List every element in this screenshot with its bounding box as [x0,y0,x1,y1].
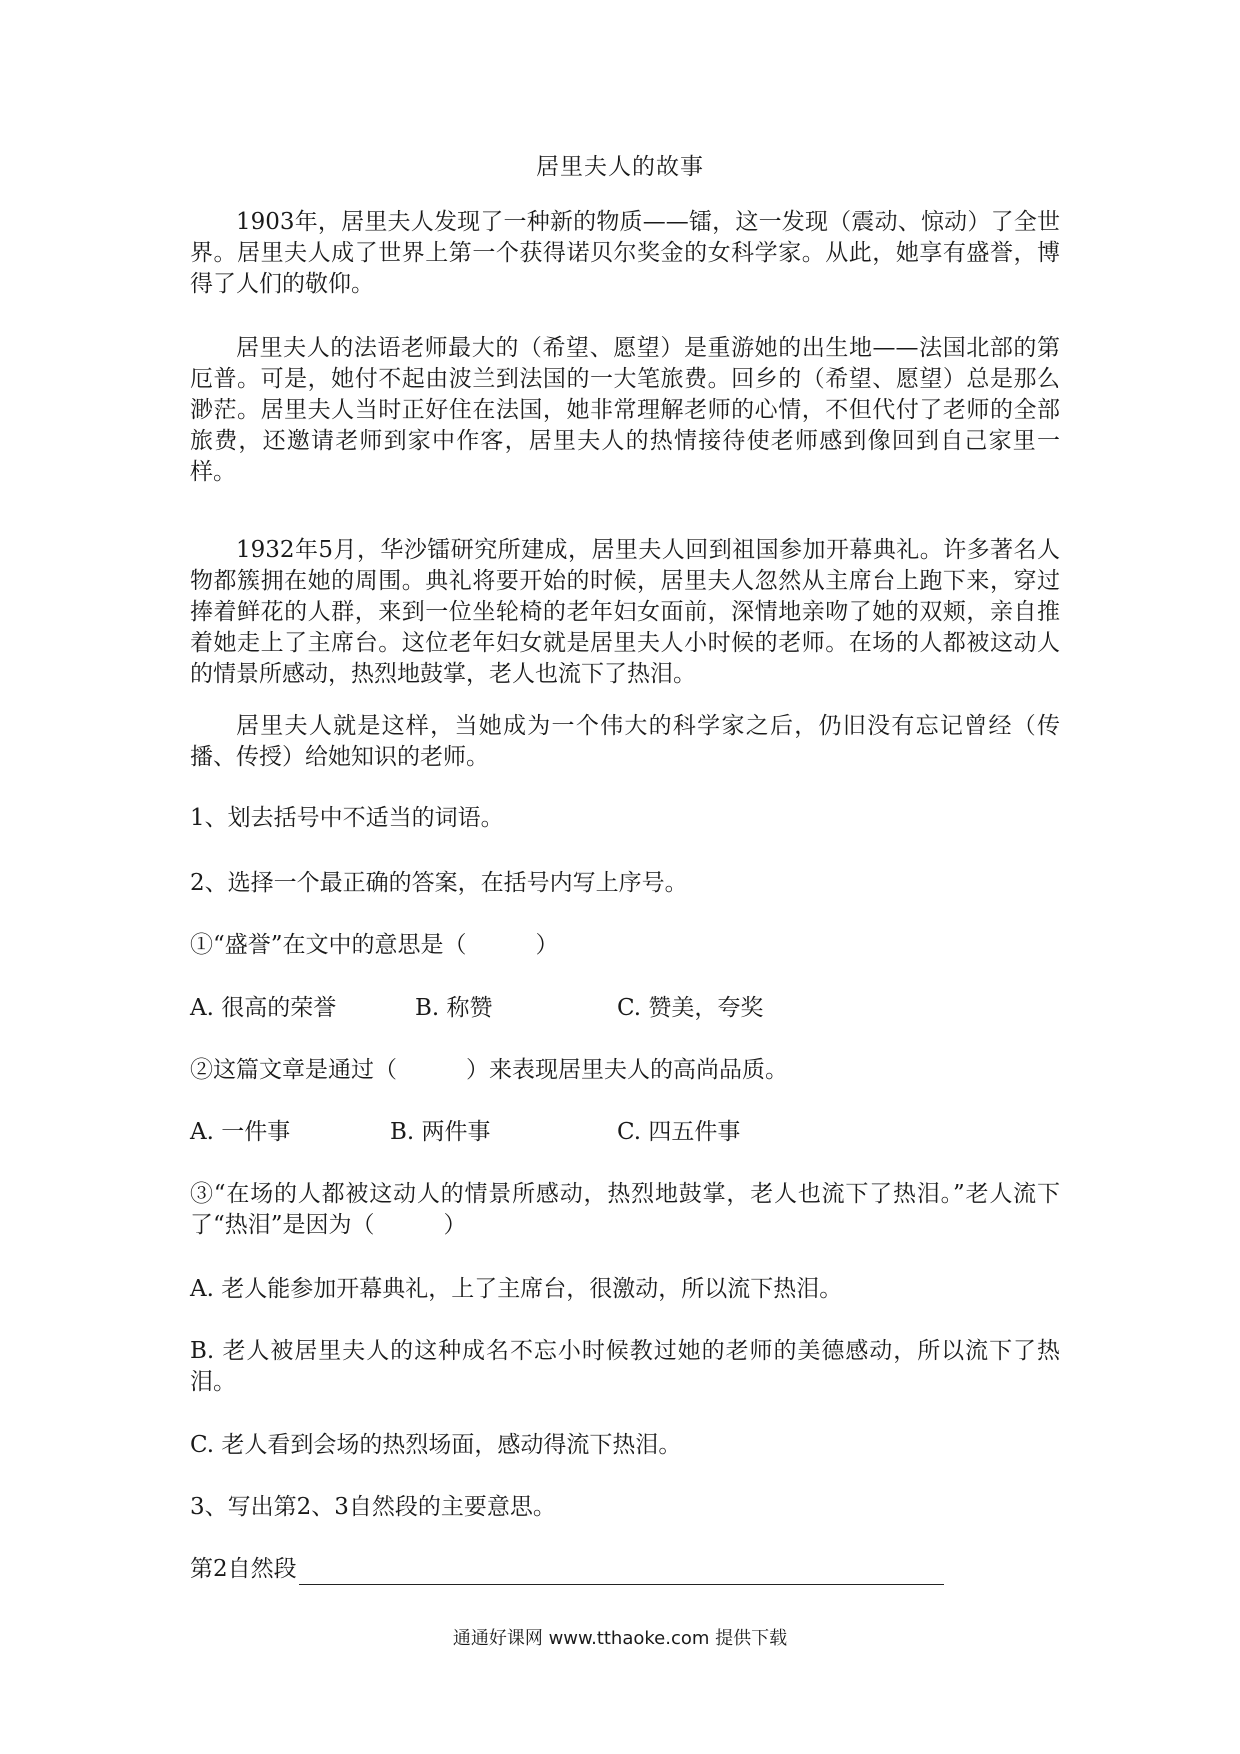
question-3: 3、写出第2、3自然段的主要意思。 [190,1494,556,1520]
paragraph-4: 居里夫人就是这样，当她成为一个伟大的科学家之后，仍旧没有忘记曾经（传播、传授）给她知识的老师。 [190,713,1060,770]
answer-line-paragraph-2 [190,1554,1060,1585]
question-2-3-option-c: C. 老人看到会场的热烈场面，感动得流下热泪。 [190,1432,682,1458]
document-title: 居里夫人的故事 [536,154,704,180]
option-c: C. 赞美，夸奖 [617,995,764,1021]
option-b: B. 称赞 [415,995,493,1021]
question-2-3-prompt: ③“在场的人都被这动人的情景所感动，热烈地鼓掌，老人也流下了热泪。”老人流下了“热泪”是因为（ ） [190,1181,1060,1238]
paragraph-1: 1903年，居里夫人发现了一种新的物质——镭，这一发现（震动、惊动）了全世界。居里夫人成了世界上第一个获得诺贝尔奖金的女科学家。从此，她享有盛誉，博得了人们的敬仰。 [190,209,1060,297]
question-2-2-prompt: ②这篇文章是通过（ ）来表现居里夫人的高尚品质。 [190,1057,788,1083]
option-c: C. 四五件事 [617,1119,741,1145]
paragraph-3: 1932年5月，华沙镭研究所建成，居里夫人回到祖国参加开幕典礼。许多著名人物都簇拥在她的周围。典礼将要开始的时候，居里夫人忽然从主席台上跑下来，穿过捧着鲜花的人群，来到一位坐轮椅的老年妇女面前，深情地亲吻了她的双颊，亲自推着她走上了主席台。这位老年妇女就是居里夫人小时候的老师。在场的人都被这动人的情景所感动，热烈地鼓掌，老人也流下了热泪。 [190,537,1060,687]
answer-label: 第2自然段 [190,1556,297,1582]
question-2-3-option-a: A. 老人能参加开幕典礼，上了主席台，很激动，所以流下热泪。 [190,1276,843,1302]
answer-blank[interactable] [299,1560,944,1585]
footer-credit: 通通好课网 www.tthaoke.com 提供下载 [452,1628,788,1649]
question-2-3-option-b: B. 老人被居里夫人的这种成名不忘小时候教过她的老师的美德感动，所以流下了热泪。 [190,1338,1060,1395]
option-a: A. 很高的荣誉 [190,995,337,1021]
question-2: 2、选择一个最正确的答案，在括号内写上序号。 [190,870,688,896]
question-1: 1、划去括号中不适当的词语。 [190,805,504,831]
paragraph-2: 居里夫人的法语老师最大的（希望、愿望）是重游她的出生地——法国北部的第厄普。可是，她付不起由波兰到法国的一大笔旅费。回乡的（希望、愿望）总是那么渺茫。居里夫人当时正好住在法国，她非常理解老师的心情，不但代付了老师的全部旅费，还邀请老师到家中作客，居里夫人的热情接待使老师感到像回到自己家里一样。 [190,335,1060,485]
question-2-1-prompt: ①“盛誉”在文中的意思是（ ） [190,932,559,958]
option-a: A. 一件事 [190,1119,291,1145]
option-b: B. 两件事 [390,1119,491,1145]
